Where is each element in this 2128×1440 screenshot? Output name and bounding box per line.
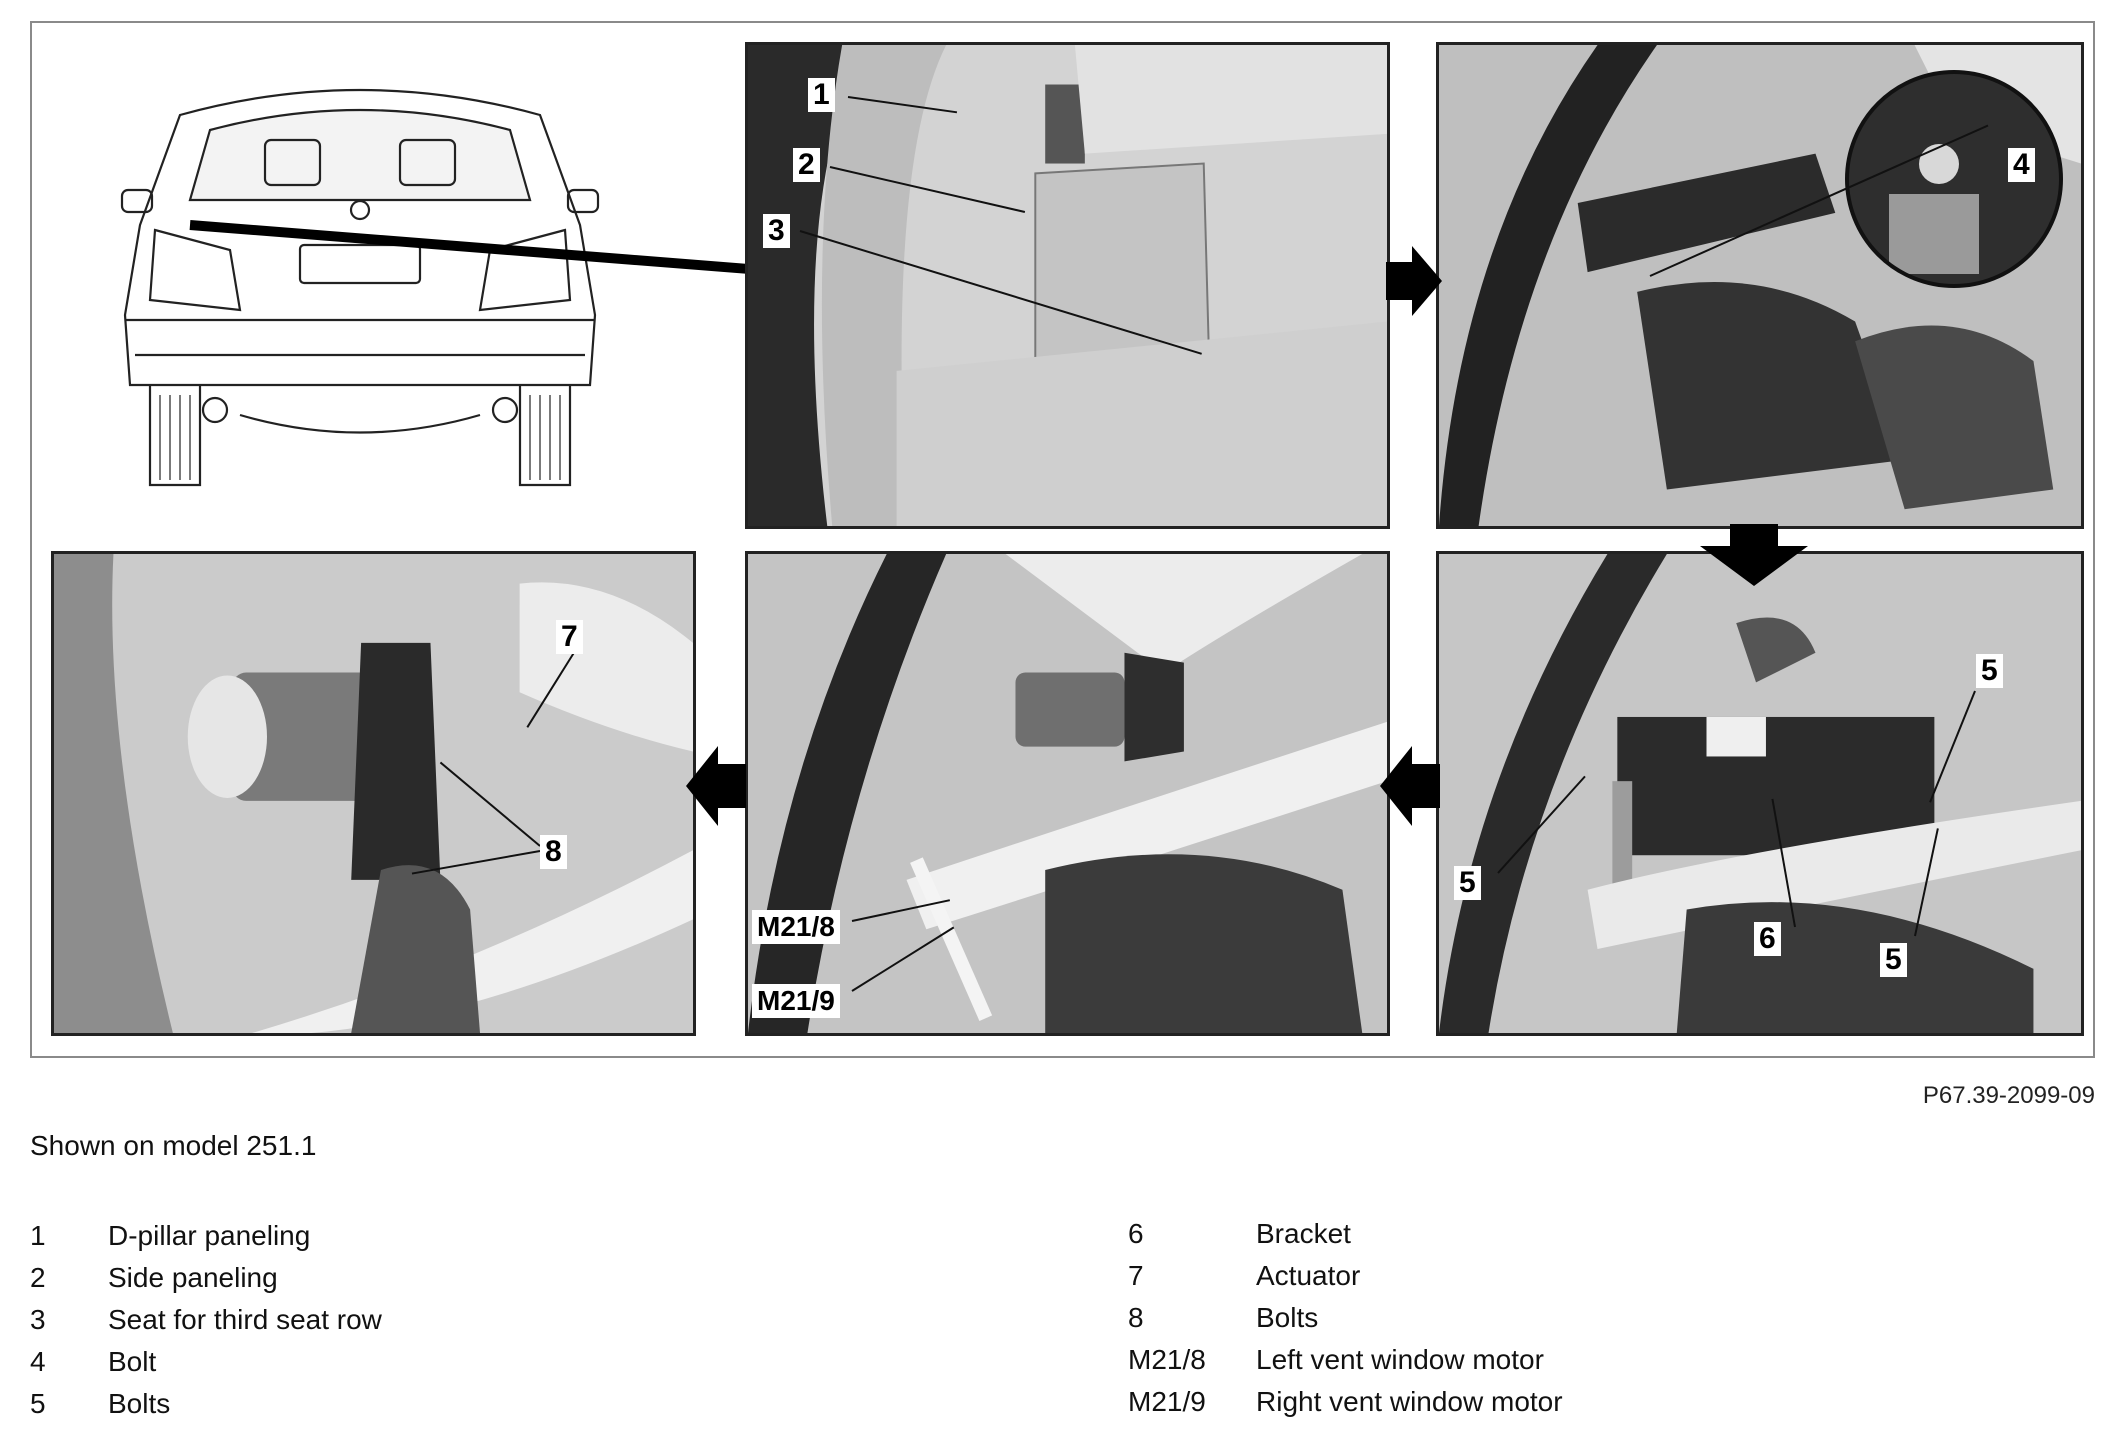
callout-3: 3 <box>763 214 790 248</box>
callout-5: 5 <box>1976 654 2003 688</box>
legend-item <box>1128 1381 1563 1423</box>
legend-item <box>1128 1213 1563 1255</box>
legend-label: Bolts <box>108 1388 171 1419</box>
arrow-left-icon <box>686 746 746 831</box>
figure-caption: Shown on model 251.1 <box>30 1130 317 1161</box>
legend-key: M21/8 <box>1128 1344 1206 1375</box>
legend-label: Side paneling <box>108 1262 278 1293</box>
legend-left <box>30 1215 382 1425</box>
legend-key: 5 <box>30 1388 46 1419</box>
legend-key: 8 <box>1128 1302 1144 1333</box>
legend-label: Left vent window motor <box>1256 1344 1544 1375</box>
legend-key: M21/9 <box>1128 1386 1206 1417</box>
callout-5: 5 <box>1454 866 1481 900</box>
photo-panel-bracket <box>1436 551 2084 1036</box>
callout-4: 4 <box>2008 148 2035 182</box>
legend-key: 2 <box>30 1262 46 1293</box>
callout-1: 1 <box>808 78 835 112</box>
photo-panel-trunk <box>745 42 1390 529</box>
legend-label: D-pillar paneling <box>108 1220 311 1251</box>
photo-panel-actuator-detail <box>51 551 696 1036</box>
legend-key: 4 <box>30 1346 46 1377</box>
callout-6: 6 <box>1754 922 1781 956</box>
legend-item <box>1128 1297 1563 1339</box>
callout-7: 7 <box>556 620 583 654</box>
figure-reference: P67.39-2099-09 <box>1922 1082 2095 1109</box>
legend-key: 1 <box>30 1220 46 1251</box>
legend-label: Right vent window motor <box>1256 1386 1563 1417</box>
photo-panel-actuators <box>745 551 1390 1036</box>
legend-key: 3 <box>30 1304 46 1335</box>
callout-2: 2 <box>793 148 820 182</box>
legend-item <box>1128 1339 1563 1381</box>
arrow-down-icon <box>1700 524 1808 591</box>
legend-label: Actuator <box>1256 1260 1361 1291</box>
legend-item <box>30 1299 382 1341</box>
legend-label: Bolts <box>1256 1302 1319 1333</box>
legend-item <box>30 1341 382 1383</box>
legend-item <box>30 1257 382 1299</box>
legend-key: 6 <box>1128 1218 1144 1249</box>
legend-item <box>30 1383 382 1425</box>
legend-key: 7 <box>1128 1260 1144 1291</box>
legend-item <box>30 1215 382 1257</box>
callout-m21-8: M21/8 <box>752 910 840 944</box>
arrow-left-icon <box>1380 746 1440 831</box>
legend-label: Seat for third seat row <box>108 1304 382 1335</box>
callout-8: 8 <box>540 835 567 869</box>
legend-label: Bracket <box>1256 1218 1351 1249</box>
callout-m21-9: M21/9 <box>752 984 840 1018</box>
vehicle-rear-view-illustration <box>60 55 660 495</box>
legend-label: Bolt <box>108 1346 157 1377</box>
callout-5: 5 <box>1880 943 1907 977</box>
arrow-right-icon <box>1386 246 1442 321</box>
legend-item <box>1128 1255 1563 1297</box>
legend-right <box>1128 1213 1563 1423</box>
